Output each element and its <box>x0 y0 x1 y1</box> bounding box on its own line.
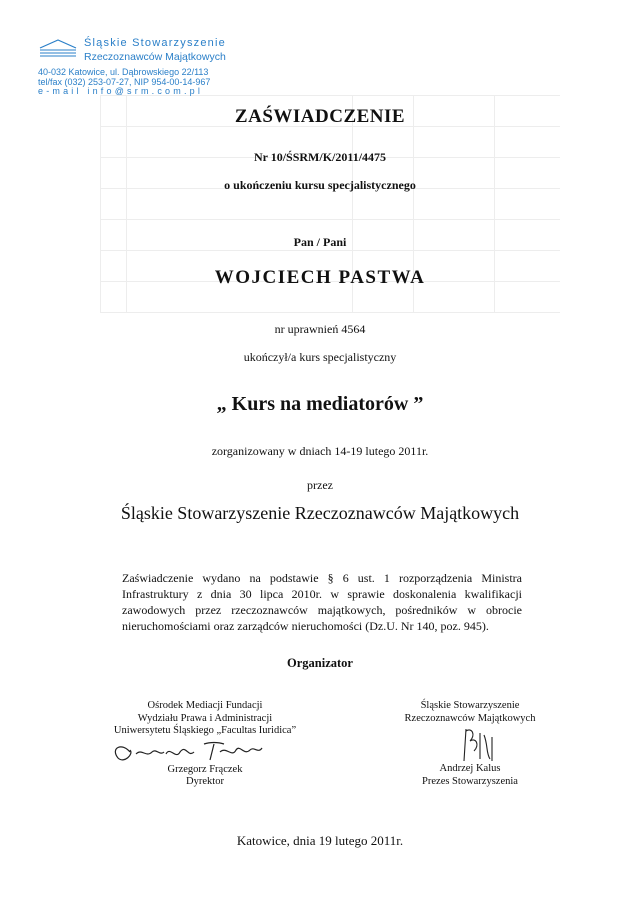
license-number: nr uprawnień 4564 <box>274 322 366 336</box>
salutation: Pan / Pani <box>293 235 347 249</box>
left-signatory-role: Dyrektor <box>186 776 224 787</box>
letterhead-address-line1: 40-032 Katowice, ul. Dąbrowskiego 22/113 <box>38 67 209 77</box>
handwritten-signature-right-icon <box>380 725 560 763</box>
association-logo-icon <box>38 38 78 58</box>
letterhead-name-line2: Rzeczoznawców Majątkowych <box>84 51 226 63</box>
letterhead-name-line1: Śląskie Stowarzyszenie <box>84 37 226 49</box>
right-org-line1: Śląskie Stowarzyszenie <box>420 700 520 711</box>
letterhead-email: e-mail info@srm.com.pl <box>38 86 204 96</box>
handwritten-signature-left-icon <box>100 738 310 764</box>
left-org-line2: Wydziału Prawa i Administracji <box>137 712 273 724</box>
course-dates: zorganizowany w dniach 14-19 lutego 2011r. <box>211 444 429 458</box>
recipient-name: WOJCIECH PASTWA <box>214 267 426 288</box>
left-org-line1: Ośrodek Mediacji Fundacji <box>147 700 263 711</box>
right-signatory-role: Prezes Stowarzyszenia <box>422 775 518 787</box>
by-label: przez <box>307 478 333 492</box>
legal-basis-text: Zaświadczenie wydano na podstawie § 6 ust. 1 rozporządzenia Ministra Infrastruktury z dnia 30 lipca 2010r. w sprawie doskonalenia kwalifikacji zawodowych przez rzeczoznawców majątkowych, pośredników w obrocie nieruchomościami oraz zarządców nieruchomości (Dz.U. Nr 140, poz. 945). <box>122 571 522 633</box>
place-and-date: Katowice, dnia 19 lutego 2011r. <box>236 833 404 848</box>
document-title: ZAŚWIADCZENIE <box>234 106 406 127</box>
document-subtitle: o ukończeniu kursu specjalistycznego <box>224 178 416 192</box>
right-signature-block <box>380 700 560 788</box>
right-org-line2: Rzeczoznawców Majątkowych <box>404 712 536 724</box>
document-number: Nr 10/ŚSRM/K/2011/4475 <box>253 150 387 164</box>
right-signatory-name: Andrzej Kalus <box>439 763 501 774</box>
left-signature-block <box>100 700 310 789</box>
left-org-line3: Uniwersytetu Śląskiego „Facultas Iuridica” <box>113 725 297 736</box>
association-name: Śląskie Stowarzyszenie Rzeczoznawców Majątkowych <box>120 503 520 523</box>
completion-statement: ukończył/a kurs specjalistyczny <box>243 350 397 364</box>
letterhead-address <box>38 68 210 97</box>
organizer-heading: Organizator <box>287 656 353 670</box>
left-signatory-name: Grzegorz Frączek <box>167 763 243 775</box>
course-title: „ Kurs na mediatorów ” <box>216 393 424 415</box>
letterhead-address-line2: tel/fax (032) 253-07-27, NIP 954-00-14-967 <box>38 76 211 87</box>
